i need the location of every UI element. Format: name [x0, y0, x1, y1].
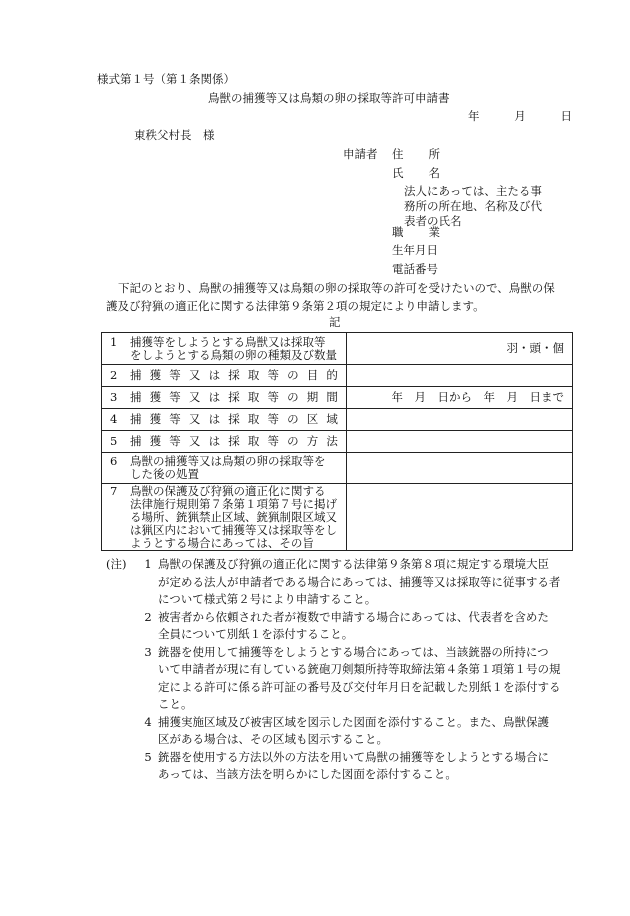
- note-line: [106, 731, 578, 749]
- row-number: 5: [110, 434, 118, 448]
- note-number: [138, 574, 158, 592]
- note-line: [106, 626, 578, 644]
- applicant-occupation: 職 業: [392, 225, 440, 239]
- table-row: [102, 409, 573, 431]
- date-day: 日: [560, 109, 572, 123]
- corp-note-line: 法人にあっては、主たる事: [404, 184, 542, 198]
- note-line: [106, 679, 578, 697]
- note-number: [138, 626, 158, 644]
- notes-prefix: [106, 626, 138, 644]
- row-value-cell: [347, 453, 573, 484]
- notes-prefix: [106, 766, 138, 784]
- row-label-cell: [102, 484, 347, 551]
- note-line: [106, 591, 578, 609]
- intro-line-2: 護及び狩猟の適正化に関する法律第９条第２項の規定により申請します。: [106, 299, 485, 313]
- note-number: [138, 591, 158, 609]
- notes-prefix: [106, 574, 138, 592]
- note-text: 銃器を使用して捕獲等をしようとする場合にあっては、当該銃器の所持につ: [158, 644, 549, 659]
- table-row: [102, 387, 573, 409]
- addressee: 東秩父村長 様: [134, 128, 215, 142]
- notes-prefix: [106, 749, 138, 767]
- note-number: 2: [144, 609, 152, 624]
- row-number: 3: [110, 390, 118, 404]
- applicant-birthdate: 生年月日: [392, 243, 438, 257]
- note-number: [138, 731, 158, 749]
- note-number: 3: [144, 644, 152, 659]
- intro-line-1: 下記のとおり、鳥獣の捕獲等又は鳥類の卵の採取等の許可を受けたいので、鳥獣の保: [118, 281, 555, 295]
- row-label-cell: [102, 431, 347, 453]
- row-label-cell: [102, 387, 347, 409]
- notes-prefix: [106, 661, 138, 679]
- note-text: あっては、当該方法を明らかにした図面を添付すること。: [158, 767, 457, 781]
- note-text: について様式第２号により申請すること。: [158, 592, 377, 606]
- row-number: 2: [110, 368, 118, 382]
- table-row: [102, 484, 573, 551]
- row-label: 捕 獲 等 又 は 採 取 等 の 区 域: [130, 412, 338, 426]
- note-number: [138, 661, 158, 679]
- note-number: 4: [144, 714, 152, 729]
- table-row: [102, 453, 573, 484]
- note-text: こと。: [158, 697, 193, 711]
- row-number: 1: [110, 334, 118, 349]
- form-number: 様式第１号（第１条関係）: [97, 72, 235, 86]
- note-text: いて申請者が現に有している銃砲刀剣類所持等取締法第４条第１項第１号の規: [158, 662, 561, 676]
- table-row: [102, 365, 573, 387]
- note-line: [106, 556, 578, 574]
- row-value-cell: 年 月 日から 年 月 日まで: [347, 387, 573, 409]
- note-text: が定める法人が申請者である場合にあっては、捕獲等又は採取等に従事する者: [158, 574, 561, 589]
- note-line: [106, 574, 578, 592]
- notes-prefix: [106, 714, 138, 732]
- note-text: 銃器を使用する方法以外の方法を用いて鳥獣の捕獲等をしようとする場合に: [158, 749, 549, 764]
- table-row: [102, 333, 573, 365]
- note-number: [138, 679, 158, 697]
- corp-note-line: 務所の所在地、名称及び代: [404, 199, 542, 213]
- note-number: 1: [144, 557, 152, 571]
- row-label-cell: [102, 409, 347, 431]
- note-line: [106, 609, 578, 627]
- ki-label: 記: [329, 315, 341, 329]
- note-line: [106, 644, 578, 662]
- notes-prefix: [106, 644, 138, 662]
- note-line: [106, 696, 578, 714]
- note-text: 定による許可に係る許可証の番号及び交付年月日を記載した別紙１を添付する: [158, 679, 561, 694]
- date-month: 月: [514, 109, 526, 123]
- corp-note: [404, 184, 542, 229]
- notes-prefix: [106, 679, 138, 697]
- row-label: 鳥獣の捕獲等又は鳥類の卵の採取等を した後の処置: [130, 454, 326, 481]
- row-value-cell: 羽・頭・個: [347, 333, 573, 365]
- row-label-cell: [102, 453, 347, 484]
- application-table: [101, 332, 573, 551]
- row-number: 7: [110, 483, 118, 498]
- date-line: [468, 109, 572, 124]
- applicant-label: 申請者: [343, 147, 378, 161]
- row-label: 捕 獲 等 又 は 採 取 等 の 目 的: [130, 368, 338, 382]
- note-line: [106, 749, 578, 767]
- note-line: [106, 766, 578, 784]
- corp-note-line: 表者の氏名: [404, 214, 462, 228]
- note-text: 鳥獣の保護及び狩猟の適正化に関する法律第９条第８項に規定する環境大臣: [158, 557, 549, 571]
- row-value-cell: [347, 431, 573, 453]
- notes-prefix: [106, 591, 138, 609]
- notes-section: [106, 556, 578, 784]
- note-line: [106, 661, 578, 679]
- note-line: [106, 714, 578, 732]
- note-number: [138, 766, 158, 784]
- note-number: [138, 696, 158, 714]
- note-text: 区がある場合は、その区域も図示すること。: [158, 732, 388, 746]
- notes-prefix: [106, 696, 138, 714]
- notes-prefix: (注): [106, 557, 127, 571]
- row-label: 捕獲等をしようとする鳥獣又は採取等 をしようとする鳥類の卵の種類及び数量: [130, 334, 337, 362]
- row-number: 4: [110, 412, 118, 426]
- date-year: 年: [468, 109, 480, 123]
- notes-prefix: [106, 609, 138, 627]
- note-text: 全員について別紙１を添付すること。: [158, 627, 354, 641]
- table-row: [102, 431, 573, 453]
- row-label: 捕 獲 等 又 は 採 取 等 の 期 間: [130, 390, 338, 404]
- row-label-cell: [102, 333, 347, 365]
- document-title: 鳥獣の捕獲等又は鳥類の卵の採取等許可申請書: [208, 91, 450, 105]
- note-number: 5: [144, 749, 152, 764]
- applicant-name: 氏 名: [392, 166, 440, 180]
- row-value-cell: [347, 409, 573, 431]
- row-label: 捕 獲 等 又 は 採 取 等 の 方 法: [130, 434, 338, 448]
- row-label-cell: [102, 365, 347, 387]
- row-value-cell: [347, 484, 573, 551]
- applicant-address: 住 所: [392, 147, 440, 161]
- applicant-phone: 電話番号: [392, 262, 438, 276]
- note-text: 被害者から依頼された者が複数で申請する場合にあっては、代表者を含めた: [158, 609, 549, 624]
- note-text: 捕獲実施区域及び被害区域を図示した図面を添付すること。また、鳥獣保護: [158, 714, 549, 729]
- row-label: 鳥獣の保護及び狩猟の適正化に関する 法律施行規則第７条第１項第７号に掲げ る場所、銃猟禁止区域、銃猟制限区域又 は猟区内において捕獲等又は採取等をし ようとする場合にあっては、その旨: [130, 483, 337, 550]
- row-number: 6: [110, 454, 118, 468]
- notes-prefix: [106, 731, 138, 749]
- row-value-cell: [347, 365, 573, 387]
